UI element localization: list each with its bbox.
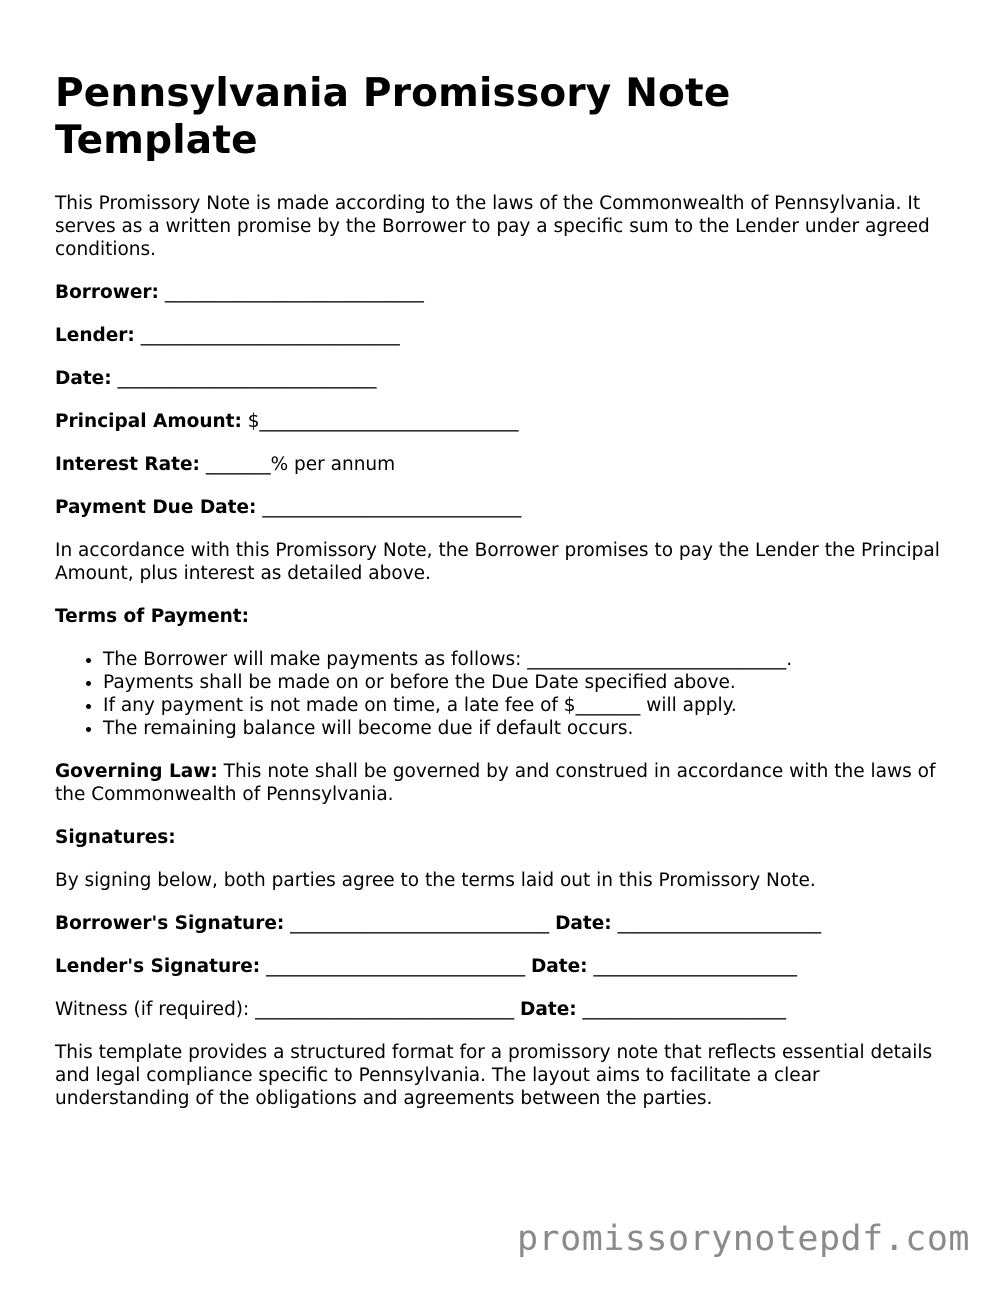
borrower-line: ____________________________ [158,282,424,303]
watermark-text: promissorynotepdf.com [516,1219,970,1259]
borrower-signature-date-label: Date: [555,913,612,934]
witness-date-label: Date: [520,999,577,1020]
lender-signature-label: Lender's Signature: [55,956,261,977]
date-line: ____________________________ [111,368,377,389]
borrower-signature-label: Borrower's Signature: [55,913,285,934]
principal-label: Principal Amount: [55,411,242,432]
interest-field [55,453,945,476]
interest-label: Interest Rate: [55,454,200,475]
governing-law-label: Governing Law: [55,761,218,782]
closing-paragraph: This template provides a structured format for a promissory note that reflects essential details and legal compliance specific to Pennsylvania. The layout aims to facilitate a clear understanding of the obligations and agreements between the parties. [55,1042,933,1109]
principal-field [55,410,945,433]
document-page [55,70,945,1110]
list-item: • Payments shall be made on or before the Due Date specified above. [103,671,945,694]
page-title: Pennsylvania Promissory Note Template [55,71,731,163]
intro-paragraph: This Promissory Note is made according to the laws of the Commonwealth of Pennsylvania. It serves as a written promise by the Borrower to pay a specific sum to the Lender under agreed conditions. [55,193,930,260]
lender-signature-date-label: Date: [530,956,588,977]
accordance-paragraph: In accordance with this Promissory Note, the Borrower promises to pay the Lender the Principal Amount, plus interest as detailed above. [55,540,940,584]
witness-signature-line: Witness (if required): ____________________________ Date: ______________________ [55,999,787,1020]
governing-law-paragraph [55,760,945,806]
list-item: • The Borrower will make payments as follows: ____________________________. [103,648,945,671]
due-date-line: ____________________________ [256,497,522,518]
due-date-field [55,496,945,519]
list-item: • If any payment is not made on time, a late fee of $_______ will apply. [103,694,945,717]
due-date-label: Payment Due Date: [55,497,257,518]
terms-list [55,648,945,740]
terms-heading: Terms of Payment: [55,606,250,627]
interest-line: _______% per annum [199,454,396,475]
lender-line: ____________________________ [134,325,400,346]
date-field [55,367,945,390]
borrower-signature-line: Borrower's Signature: ____________________________ Date: ______________________ [55,913,822,934]
signatures-heading: Signatures: [55,827,176,848]
principal-line: $____________________________ [241,411,519,432]
lender-signature-line: Lender's Signature: ____________________________ Date: ______________________ [55,956,797,977]
lender-label: Lender: [55,325,135,346]
signatures-intro: By signing below, both parties agree to the terms laid out in this Promissory Note. [55,870,816,891]
witness-label: Witness (if required): [55,999,250,1020]
governing-law-text: This note shall be governed by and construed in accordance with the laws of the Commonwealth of Pennsylvania. [55,761,936,805]
borrower-field [55,281,945,304]
date-label: Date: [55,368,112,389]
borrower-label: Borrower: [55,282,159,303]
lender-field [55,324,945,347]
list-item: • The remaining balance will become due if default occurs. [103,717,945,740]
